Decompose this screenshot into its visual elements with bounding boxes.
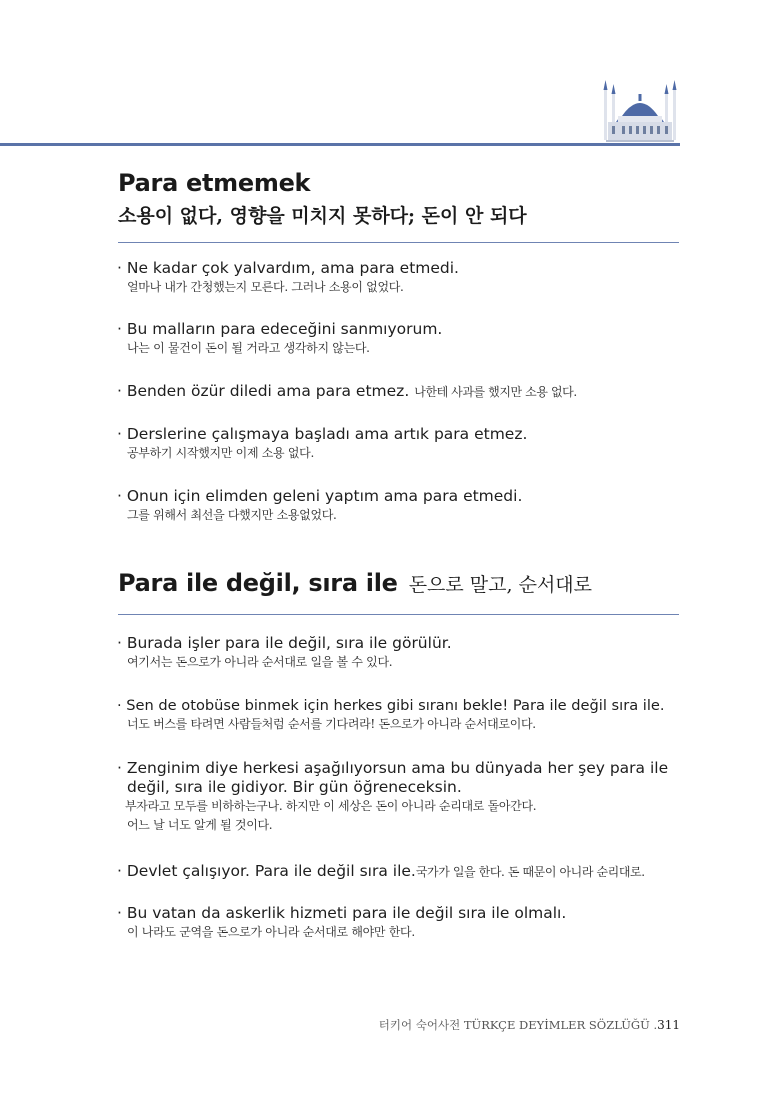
- example-item: [117, 259, 689, 297]
- example-turkish: · Derslerine çalışmaya başladı ama artık para etmez.: [117, 425, 528, 443]
- example-turkish-continued: değil, sıra ile gidiyor. Bir gün öğreneceksin.: [127, 778, 462, 796]
- entry-meaning: 소용이 없다, 영향을 미치지 못하다; 돈이 안 되다: [118, 205, 527, 227]
- example-item: [117, 487, 689, 525]
- example-korean: 나한테 사과를 했지만 소용 없다.: [414, 385, 577, 399]
- example-korean: 이 나라도 군역을 돈으로가 아니라 순서대로 해야만 한다.: [127, 925, 415, 939]
- example-turkish: · Benden özür diledi ama para etmez.: [117, 382, 410, 400]
- section-divider: [118, 242, 679, 243]
- mosque-illustration: [598, 76, 682, 144]
- example-korean: 공부하기 시작했지만 이제 소용 없다.: [127, 446, 314, 460]
- example-korean: 나는 이 물건이 돈이 될 거라고 생각하지 않는다.: [127, 341, 370, 355]
- example-korean: 얼마나 내가 간청했는지 모른다. 그러나 소용이 없었다.: [127, 280, 404, 294]
- entry-title: Para etmemek: [118, 169, 311, 197]
- example-turkish: · Devlet çalışıyor. Para ile değil sıra ile.: [117, 862, 416, 880]
- example-item: [117, 634, 689, 672]
- example-item: [117, 759, 689, 835]
- example-korean: 너도 버스를 타려면 사람들처럼 순서를 기다려라! 돈으로가 아니라 순서대로이다.: [127, 717, 536, 731]
- header-rule: [0, 143, 680, 146]
- example-turkish: · Ne kadar çok yalvardım, ama para etmedi.: [117, 259, 459, 277]
- example-turkish: · Onun için elimden geleni yaptım ama para etmedi.: [117, 487, 523, 505]
- footer-book-title: 터키어 숙어사전 TÜRKÇE DEYİMLER SÖZLÜĞÜ: [378, 1018, 650, 1032]
- entry-heading: [118, 569, 592, 597]
- example-korean-continued: 어느 날 너도 알게 될 것이다.: [127, 818, 273, 832]
- example-korean: 여기서는 돈으로가 아니라 순서대로 일을 볼 수 있다.: [127, 655, 393, 669]
- example-turkish: · Bu vatan da askerlik hizmeti para ile değil sıra ile olmalı.: [117, 904, 567, 922]
- section-divider: [118, 614, 679, 615]
- example-item: [117, 904, 689, 942]
- example-item: [117, 382, 689, 402]
- page-footer: 터키어 숙어사전 TÜRKÇE DEYİMLER SÖZLÜĞÜ .311: [378, 1018, 680, 1032]
- example-turkish: · Burada işler para ile değil, sıra ile görülür.: [117, 634, 452, 652]
- page-number: 311: [657, 1018, 680, 1032]
- example-turkish: · Sen de otobüse binmek için herkes gibi sıranı bekle! Para ile değil sıra ile.: [117, 697, 665, 714]
- example-turkish: · Bu malların para edeceğini sanmıyorum.: [117, 320, 443, 338]
- entry-title: Para ile değil, sıra ile: [118, 569, 398, 597]
- example-korean: 부자라고 모두를 비하하는구나. 하지만 이 세상은 돈이 아니라 순리대로 돌아간다.: [125, 799, 537, 813]
- entry-meaning: 돈으로 말고, 순서대로: [408, 574, 593, 596]
- example-korean: 국가가 일을 한다. 돈 때문이 아니라 순리대로.: [415, 865, 645, 879]
- example-item: [117, 862, 689, 882]
- example-item: [117, 696, 689, 734]
- example-turkish: · Zenginim diye herkesi aşağılıyorsun ama bu dünyada her şey para ile: [117, 759, 669, 777]
- example-item: [117, 425, 689, 463]
- example-item: [117, 320, 689, 358]
- example-korean: 그를 위해서 최선을 다했지만 소용없었다.: [127, 508, 337, 522]
